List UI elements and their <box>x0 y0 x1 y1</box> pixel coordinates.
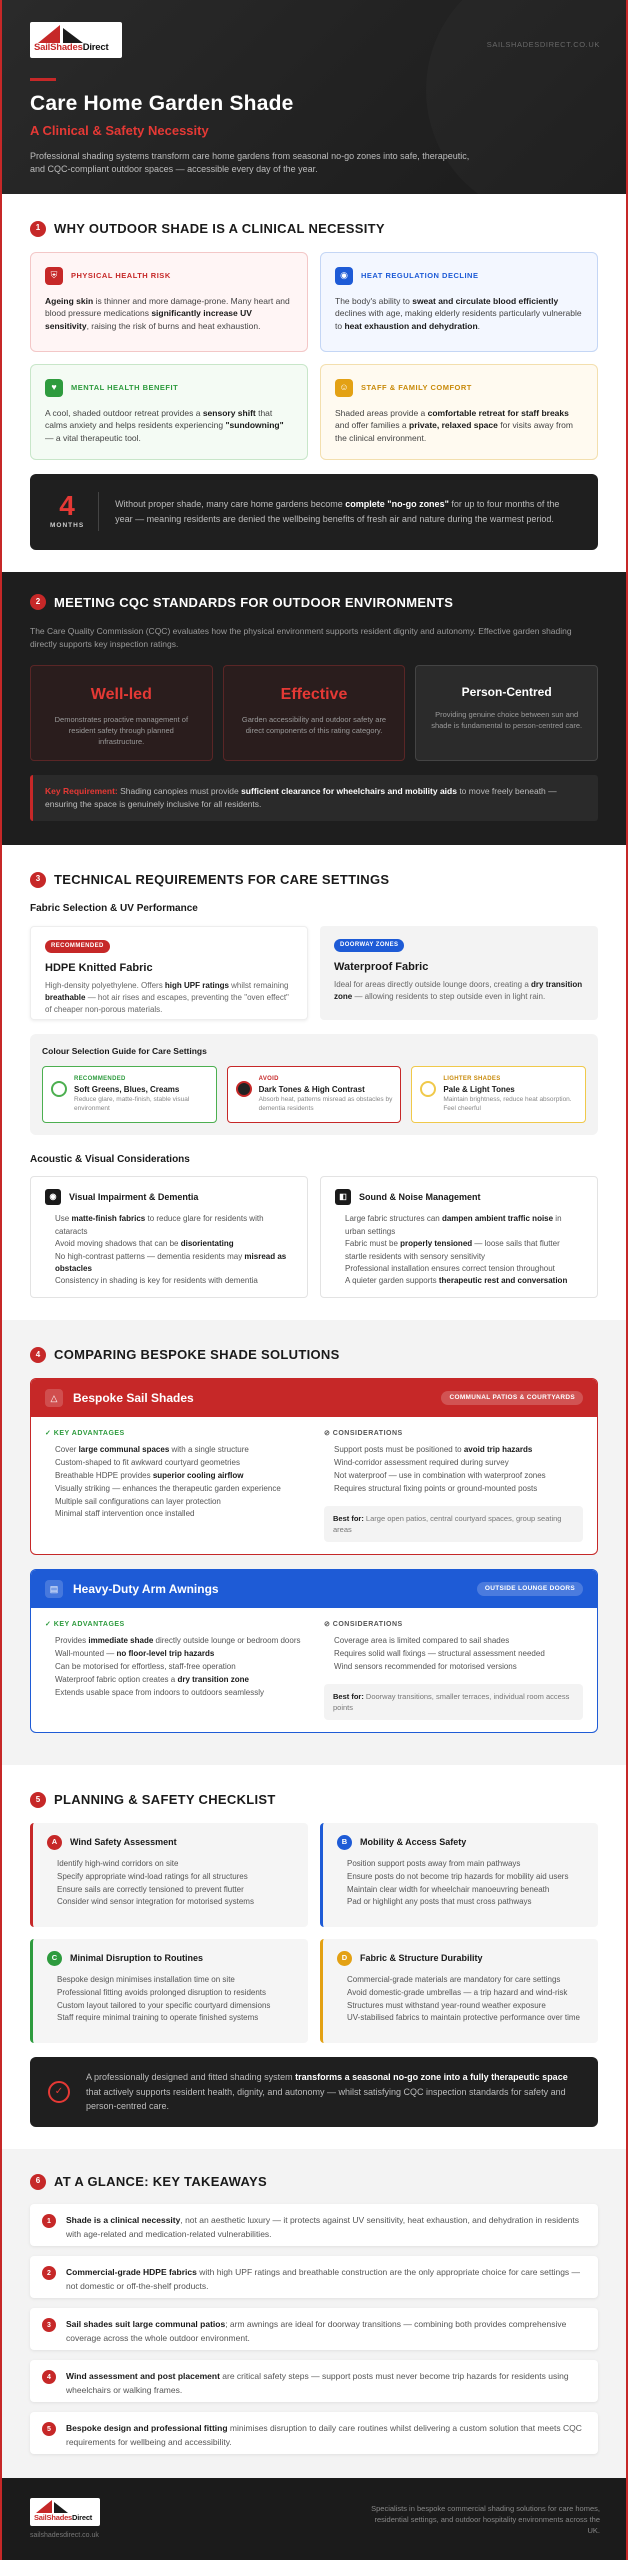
list-item: Structures must withstand year-round weather exposure <box>347 2000 546 2010</box>
solution-pill: OUTSIDE LOUNGE DOORS <box>477 1582 583 1597</box>
people-icon: ☺ <box>335 379 353 397</box>
swatch-dot <box>51 1081 67 1097</box>
list-item: Visually striking — enhances the therapeutic garden experience <box>55 1483 281 1493</box>
card-label: HEAT REGULATION DECLINE <box>361 270 479 280</box>
pillar-well-led <box>30 665 213 761</box>
list-item: Professional installation ensures correct tension throughout <box>345 1263 555 1273</box>
takeaway-item: 1 Shade is a clinical necessity, not an aesthetic luxury — it protects against UV sensitivity, heat exhaustion, and dehydration in residents with age-related and medication-related vulnerabilities. <box>30 2204 598 2246</box>
pillar-title: Effective <box>280 685 348 703</box>
logo-word-1: Sail <box>34 2513 47 2523</box>
fabric-title: Waterproof Fabric <box>334 960 429 973</box>
fabric-title: HDPE Knitted Fabric <box>45 961 153 974</box>
logo-word-2: Shades <box>50 42 83 54</box>
thermometer-icon: ◉ <box>335 267 353 285</box>
checklist-mobility-access <box>320 1823 598 1927</box>
box-title: Visual Impairment & Dementia <box>69 1192 199 1203</box>
list-item: Extends usable space from indoors to outdoors seamlessly <box>55 1687 264 1697</box>
logo-word-1: Sail <box>34 42 51 54</box>
list-item: Consider wind sensor integration for motorised systems <box>57 1897 254 1907</box>
speaker-icon: ◧ <box>335 1189 351 1205</box>
stat-unit: MONTHS <box>50 522 85 530</box>
takeaway-item: 5 Bespoke design and professional fitting minimises disruption to daily care routines whilst delivering a custom solution that meets CQC requirements for wellbeing and accessibility. <box>30 2412 598 2454</box>
card-label: MENTAL HEALTH BENEFIT <box>71 382 179 392</box>
hero-header <box>2 0 626 194</box>
fabric-desc: Ideal for areas directly outside lounge doors, creating a dry transition zone — allowing residents to step outside even in light rain. <box>334 980 583 1002</box>
section-title: AT A GLANCE: KEY TAKEAWAYS <box>54 2173 267 2189</box>
section-key-takeaways <box>2 2149 626 2479</box>
swatch-dot <box>236 1081 252 1097</box>
considerations-label: ⊘ CONSIDERATIONS <box>324 1621 403 1629</box>
closing-banner <box>30 2057 598 2127</box>
list-item: A quieter garden supports therapeutic rest and conversation <box>345 1276 568 1286</box>
box-title: Sound & Noise Management <box>359 1192 481 1203</box>
list-item: Maintain clear width for wheelchair manoeuvring beneath <box>347 1884 550 1894</box>
section-number: 3 <box>30 872 46 888</box>
swatch-status: RECOMMENDED <box>74 1076 126 1083</box>
card-staff-family <box>320 364 598 460</box>
swatch-lighter <box>411 1066 586 1122</box>
checklist-wind-safety <box>30 1823 308 1927</box>
list-item: Waterproof fabric option creates a dry transition zone <box>55 1674 249 1684</box>
av-heading: Acoustic & Visual Considerations <box>30 1153 190 1165</box>
recommended-badge: RECOMMENDED <box>45 940 110 953</box>
solution-title: Heavy-Duty Arm Awnings <box>73 1581 219 1596</box>
section-intro: The Care Quality Commission (CQC) evaluates how the physical environment supports resident dignity and autonomy. Effective garden shading directly supports key inspection ratings. <box>30 626 572 649</box>
pillar-title: Person-Centred <box>461 684 552 699</box>
card-heat-regulation <box>320 252 598 352</box>
card-text: Ageing skin is thinner and more damage-prone. Many heart and blood pressure medications significantly increase UV sensitivity, raising the risk of burns and heat exhaustion. <box>45 295 290 332</box>
list-item: Requires structural fixing points or ground-mounted posts <box>334 1483 538 1493</box>
checklist-minimal-disruption <box>30 1939 308 2043</box>
card-label: STAFF & FAMILY COMFORT <box>361 382 472 392</box>
brand-logo[interactable] <box>30 22 122 58</box>
fabric-desc: High-density polyethylene. Offers high UPF ratings whilst remaining breathable — hot air rises and escapes, preventing the "oven effect" of cheaper non-porous materials. <box>45 981 289 1015</box>
swatch-dot <box>420 1081 436 1097</box>
list-item: Avoid domestic-grade umbrellas — a trip hazard and wind-risk <box>347 1987 568 1997</box>
stat-number: 4 <box>59 490 75 522</box>
footer-url[interactable]: sailshadesdirect.co.uk <box>30 2532 99 2540</box>
checklist-title: Fabric & Structure Durability <box>360 1953 483 1964</box>
section-technical-requirements <box>2 845 626 1320</box>
list-item: Pad or highlight any posts that must cross pathways <box>347 1897 532 1907</box>
swatch-name: Soft Greens, Blues, Creams <box>74 1084 180 1094</box>
logo-word-3: Direct <box>82 42 109 54</box>
pillar-title: Well-led <box>90 685 152 703</box>
swatch-name: Dark Tones & High Contrast <box>258 1084 365 1094</box>
pillar-person-centred <box>415 665 598 761</box>
advantages-label: ✓ KEY ADVANTAGES <box>45 1621 125 1629</box>
solution-sail-shades <box>30 1378 598 1555</box>
list-item: Multiple sail configurations can layer protection <box>55 1496 221 1506</box>
list-item: Custom-shaped to fit awkward courtyard geometries <box>55 1458 240 1468</box>
colour-heading: Colour Selection Guide for Care Settings <box>42 1045 207 1056</box>
pillar-desc: Garden accessibility and outdoor safety are direct components of this rating category. <box>241 715 387 736</box>
list-item: Coverage area is limited compared to sail shades <box>334 1636 510 1646</box>
footer-text: Specialists in bespoke commercial shading solutions for care homes, residential settings, and outdoor hospitality environments across the UK. <box>371 2503 600 2536</box>
footer <box>2 2478 626 2560</box>
section-cqc-standards <box>2 572 626 845</box>
list-item: Not waterproof — use in combination with waterproof zones <box>334 1470 546 1480</box>
section-title: COMPARING BESPOKE SHADE SOLUTIONS <box>54 1347 340 1363</box>
list-item: Avoid moving shadows that can be disorientating <box>55 1239 234 1249</box>
list-item: UV-stabilised fabrics to maintain protective performance over time <box>347 2013 580 2023</box>
list-item: Consistency in shading is key for residents with dementia <box>55 1276 258 1286</box>
list-item: Use matte-finish fabrics to reduce glare for residents with cataracts <box>55 1214 264 1236</box>
header-url[interactable]: SAILSHADESDIRECT.CO.UK <box>486 40 600 49</box>
section-number: 2 <box>30 594 46 610</box>
solution-title: Bespoke Sail Shades <box>73 1390 194 1405</box>
checklist-letter: D <box>337 1951 352 1966</box>
page-subtitle: A Clinical & Safety Necessity <box>30 123 209 139</box>
section-title: PLANNING & SAFETY CHECKLIST <box>54 1792 276 1808</box>
swatch-status: LIGHTER SHADES <box>443 1076 501 1083</box>
list-item: Wall-mounted — no floor-level trip hazards <box>55 1649 215 1659</box>
section-number: 1 <box>30 221 46 237</box>
checklist-letter: B <box>337 1835 352 1850</box>
card-text: A cool, shaded outdoor retreat provides a sensory shift that calms anxiety and helps residents experiencing "sundowning" — a vital therapeutic tool. <box>45 407 284 444</box>
list-item: Professional fitting avoids prolonged disruption to residents <box>57 1987 267 1997</box>
list-item: Custom layout tailored to your specific courtyard dimensions <box>57 2000 271 2010</box>
solution-arm-awnings <box>30 1569 598 1733</box>
sound-management-box <box>320 1176 598 1298</box>
pillar-effective <box>223 665 406 761</box>
visual-impairment-box <box>30 1176 308 1298</box>
list-item: Large fabric structures can dampen ambient traffic noise in urban settings <box>345 1214 562 1236</box>
list-item: Position support posts away from main pathways <box>347 1858 521 1868</box>
card-physical-health-risk <box>30 252 308 352</box>
checklist-letter: A <box>47 1835 62 1850</box>
shield-icon: ⛨ <box>45 267 63 285</box>
section-number: 5 <box>30 1792 46 1808</box>
colour-guide <box>30 1034 598 1135</box>
pillar-desc: Providing genuine choice between sun and shade is fundamental to person-centred care. <box>431 709 583 730</box>
section-title: MEETING CQC STANDARDS FOR OUTDOOR ENVIRONMENTS <box>54 594 454 610</box>
card-label: PHYSICAL HEALTH RISK <box>71 270 171 280</box>
solution-pill: COMMUNAL PATIOS & COURTYARDS <box>441 1391 583 1406</box>
swatch-desc: Reduce glare, matte-finish, stable visual environment <box>74 1096 190 1113</box>
list-item: Wind sensors recommended for motorised versions <box>334 1662 517 1672</box>
closing-text: A professionally designed and fitted shading system transforms a seasonal no-go zone into a fully therapeutic space that actively supports resident health, dignity, and autonomy — whilst satisfying CQC inspection standards for safety and person-centred care. <box>86 2072 568 2112</box>
eye-icon: ◉ <box>45 1189 61 1205</box>
checklist-letter: C <box>47 1951 62 1966</box>
awning-icon: ▤ <box>45 1580 63 1598</box>
fabric-hdpe <box>30 926 308 1020</box>
fabric-waterproof <box>320 926 598 1020</box>
list-item: Fabric must be properly tensioned — loose sails that flutter startle residents with sensory sensitivity <box>345 1239 560 1261</box>
swatch-desc: Maintain brightness, reduce heat absorption. Feel cheerful <box>443 1096 572 1113</box>
best-for: Best for: Doorway transitions, smaller terraces, individual room access points <box>324 1684 583 1721</box>
card-text: Shaded areas provide a comfortable retreat for staff breaks and offer families a private, relaxed space for visits away from the clinical environment. <box>335 407 573 444</box>
section-title: TECHNICAL REQUIREMENTS FOR CARE SETTINGS <box>54 871 390 887</box>
pillar-desc: Demonstrates proactive management of resident safety through planned infrastructure. <box>54 715 189 746</box>
list-item: Specify appropriate wind-load ratings for all structures <box>57 1871 248 1881</box>
swatch-avoid <box>227 1066 402 1122</box>
takeaway-item: 4 Wind assessment and post placement are critical safety steps — support posts must never become trip hazards for residents using wheelchairs or walking frames. <box>30 2360 598 2402</box>
list-item: No high-contrast patterns — dementia residents may misread as obstacles <box>55 1251 287 1273</box>
page-title: Care Home Garden Shade <box>30 92 294 115</box>
takeaway-item: 3 Sail shades suit large communal patios; arm awnings are ideal for doorway transitions — combining both provides comprehensive coverage across the whole outdoor environment. <box>30 2308 598 2350</box>
list-item: Identify high-wind corridors on site <box>57 1858 179 1868</box>
list-item: Ensure sails are correctly tensioned to prevent flutter <box>57 1884 244 1894</box>
list-item: Ensure posts do not become trip hazards for mobility aid users <box>347 1871 569 1881</box>
hero-description: Professional shading systems transform care home gardens from seasonal no-go zones into safe, therapeutic, and CQC-compliant outdoor spaces — accessible every day of the year. <box>30 150 470 175</box>
section-number: 4 <box>30 1347 46 1363</box>
doorway-badge: DOORWAY ZONES <box>334 939 404 952</box>
list-item: Minimal staff intervention once installed <box>55 1509 195 1519</box>
list-item: Commercial-grade materials are mandatory for care settings <box>347 1974 561 1984</box>
list-item: Can be motorised for effortless, staff-free operation <box>55 1662 236 1672</box>
list-item: Breathable HDPE provides superior cooling airflow <box>55 1470 244 1480</box>
accent-bar <box>30 78 56 81</box>
heart-icon: ♥ <box>45 379 63 397</box>
card-text: The body's ability to sweat and circulate blood efficiently declines with age, making elderly residents particularly vulnerable to heat exhaustion and dehydration. <box>335 295 582 332</box>
checklist-title: Wind Safety Assessment <box>70 1837 177 1848</box>
card-mental-health <box>30 364 308 460</box>
list-item: Support posts must be positioned to avoid trip hazards <box>334 1445 533 1455</box>
check-circle-icon: ✓ <box>48 2081 70 2103</box>
takeaway-item: 2 Commercial-grade HDPE fabrics with high UPF ratings and breathable construction are the only appropriate choice for care settings — not domestic or off-the-shelf products. <box>30 2256 598 2298</box>
list-item: Staff require minimal training to operate finished systems <box>57 2013 259 2023</box>
considerations-label: ⊘ CONSIDERATIONS <box>324 1429 403 1437</box>
advantages-label: ✓ KEY ADVANTAGES <box>45 1429 125 1437</box>
sail-icon: △ <box>45 1389 63 1407</box>
list-item: Provides immediate shade directly outside lounge or bedroom doors <box>55 1636 301 1646</box>
key-requirement: Key Requirement: Shading canopies must provide sufficient clearance for wheelchairs and mobility aids to move freely beneath — ensuring the space is genuinely inclusive for all residents. <box>30 775 598 821</box>
section-shade-solutions <box>2 1320 626 1765</box>
section-planning-checklist <box>2 1765 626 2149</box>
list-item: Bespoke design minimises installation time on site <box>57 1974 235 1984</box>
logo-word-3: Direct <box>72 2513 93 2523</box>
list-item: Wind-corridor assessment required during survey <box>334 1458 509 1468</box>
footer-logo[interactable] <box>30 2498 100 2526</box>
section-number: 6 <box>30 2174 46 2190</box>
list-item: Requires solid wall fixings — structural assessment needed <box>334 1649 545 1659</box>
checklist-durability <box>320 1939 598 2043</box>
logo-word-2: Shades <box>46 2513 73 2523</box>
swatch-desc: Absorb heat, patterns misread as obstacles by dementia residents <box>258 1096 393 1113</box>
stat-text: Without proper shade, many care home gardens become complete "no-go zones" for up to four months of the year — meaning residents are denied the wellbeing benefits of fresh air and nature during the warmest period. <box>115 499 560 524</box>
checklist-title: Minimal Disruption to Routines <box>70 1953 203 1964</box>
stat-banner <box>30 474 598 550</box>
list-item: Cover large communal spaces with a single structure <box>55 1445 249 1455</box>
fabric-heading: Fabric Selection & UV Performance <box>30 903 198 915</box>
section-title: WHY OUTDOOR SHADE IS A CLINICAL NECESSITY <box>54 221 385 236</box>
checklist-title: Mobility & Access Safety <box>360 1837 467 1848</box>
swatch-name: Pale & Light Tones <box>443 1084 515 1094</box>
swatch-recommended <box>42 1066 217 1122</box>
swatch-status: AVOID <box>258 1076 279 1083</box>
section-clinical-necessity <box>2 194 626 572</box>
best-for: Best for: Large open patios, central courtyard spaces, group seating areas <box>324 1506 583 1543</box>
